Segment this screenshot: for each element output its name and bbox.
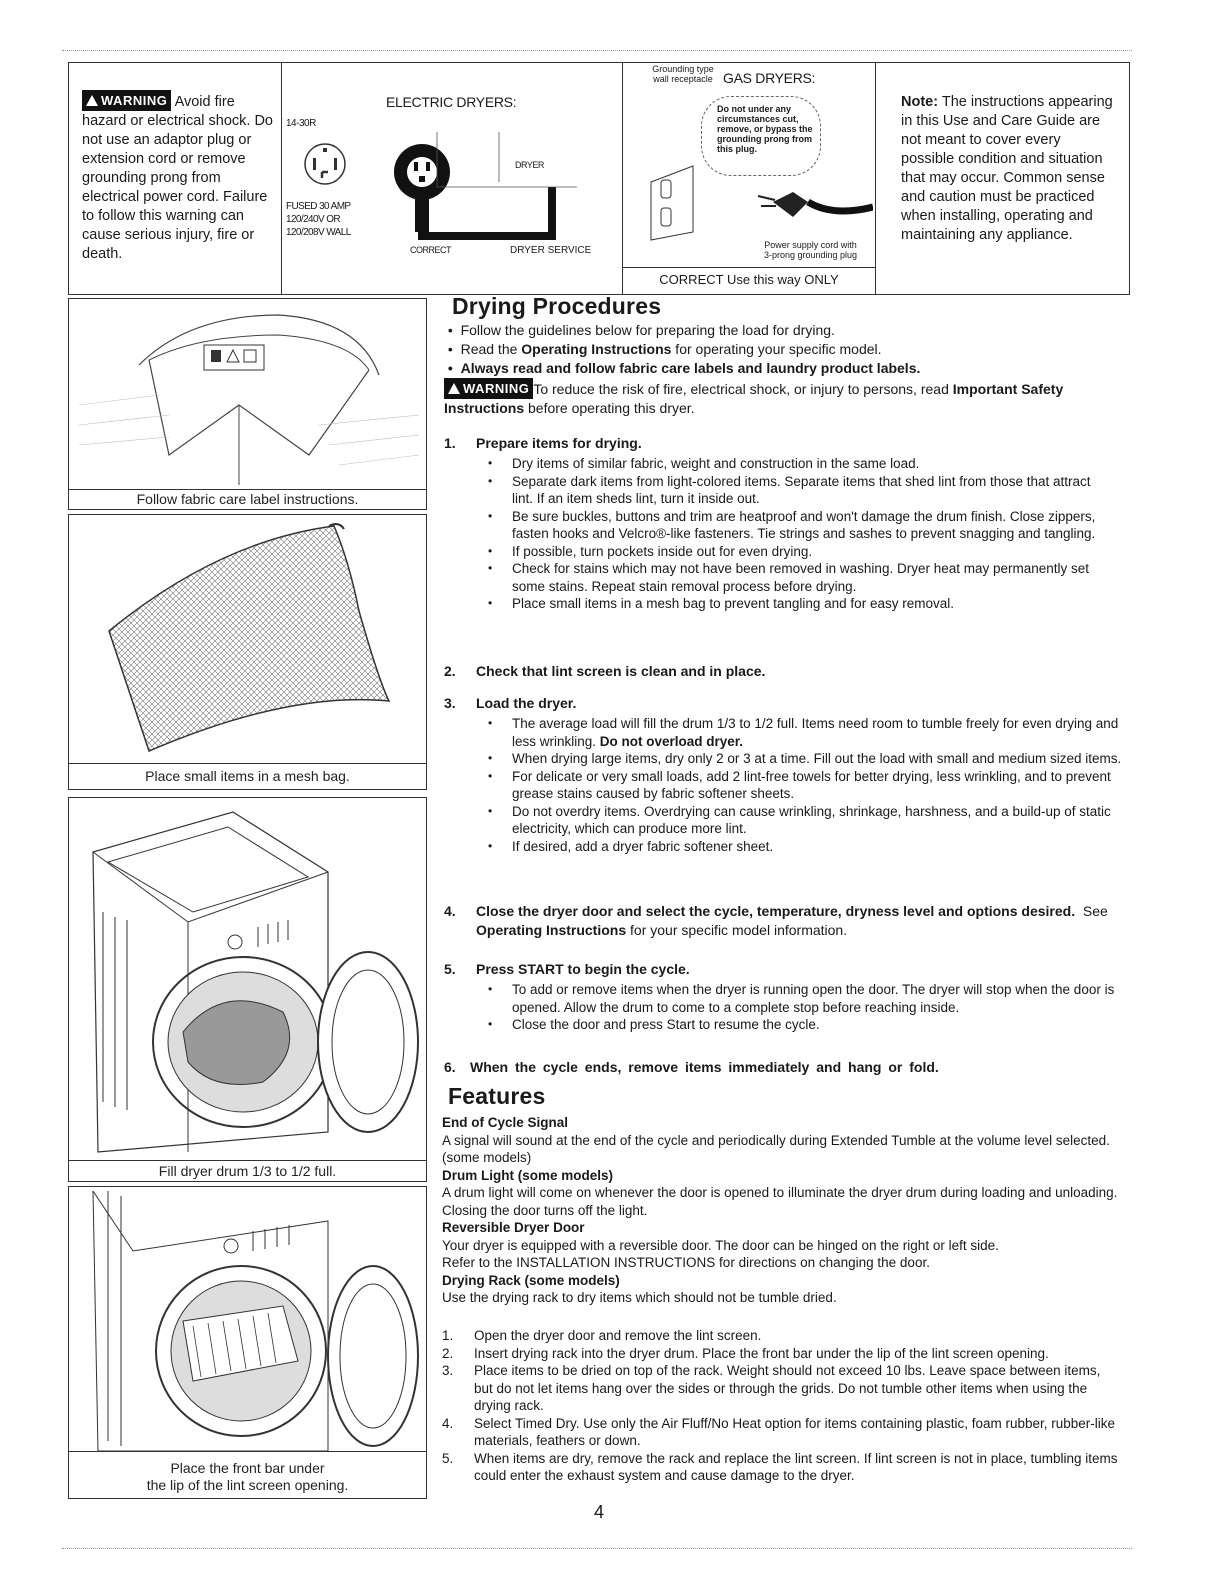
rack-step-text: Place items to be dried on top of the rack. Weight should not exceed 10 lbs. Leave space between items, but do not let items hang over the sides or through the grids. Do not tumble other items when using the drying rack. (474, 1363, 1101, 1413)
drying-intro (444, 321, 1134, 418)
features-title: Features (448, 1083, 546, 1109)
rack-step (442, 1327, 1122, 1345)
outlet-14-30r-icon (300, 134, 350, 194)
dryer-plug-diagram-icon (377, 132, 577, 242)
step-4-number: 4. (444, 903, 456, 919)
step-3-list (512, 715, 1127, 855)
voltage-2: 120/208V WALL (286, 227, 351, 238)
step-2-title: Check that lint screen is clean and in place. (476, 663, 766, 679)
intro-bullet-2: • Read the Operating Instructions for operating your specific model. (444, 341, 882, 357)
dryer-service-label: DRYER SERVICE (510, 245, 592, 256)
step-6-title: When the cycle ends, remove items immediately and hang or fold. (470, 1059, 939, 1075)
rack-steps (442, 1327, 1122, 1485)
warning-lead: Avoid fire (174, 94, 235, 110)
step-5-title: Press START to begin the cycle. (476, 961, 690, 977)
list-item (512, 715, 1127, 750)
list-item: • Be sure buckles, buttons and trim are heatproof and won't damage the drum finish. Close zippers, fasten hooks and Velcro®-like fasteners. Tie strings and sashes to prevent snagging and tangling. (512, 508, 1112, 543)
step-1-number: 1. (444, 435, 456, 451)
voltage-1: 120/240V OR (286, 214, 340, 225)
step-1-title: Prepare items for drying. (476, 435, 642, 451)
warning-triangle-icon (448, 383, 460, 394)
rack-step-text: Select Timed Dry. Use only the Air Fluff/No Heat option for items containing plastic, foam rubber, rubber-like materials, feathers or down. (474, 1415, 1116, 1448)
list-item: • Dry items of similar fabric, weight and construction in the same load. (512, 455, 1112, 473)
note-text: The instructions appearing in this Use and Care Guide are not meant to cover every possible condition and situation that may occur. Common sense and caution must be practiced when installing, operating and maintaining any appliance. (901, 94, 1113, 243)
intro-bullet-1-text: Follow the guidelines below for preparing the load for drying. (460, 322, 835, 338)
rack-step-number: 1. (442, 1328, 454, 1343)
feature-reversible-door-title: Reversible Dryer Door (442, 1220, 585, 1235)
top-rule (62, 50, 1132, 51)
feature-reversible-door-ref: Refer to the INSTALLATION INSTRUCTIONS for directions on changing the door. (442, 1255, 930, 1270)
gas-dryers-cell (623, 62, 875, 295)
list-item-text: The average load will fill the drum 1/3 to 1/2 full. Items need room to tumble freely for even drying and less wrinkling. (512, 716, 1119, 749)
intro-bullet-2-bold: Operating Instructions (521, 341, 672, 357)
warning-line (444, 378, 1134, 418)
note-cell (901, 93, 1117, 245)
caption-rule (69, 1160, 426, 1161)
list-item-bold: Do not overload dryer. (599, 733, 744, 749)
list-item: • Check for stains which may not have been removed in washing. Dryer heat may permanently set some stains. Repeat stain removal process before drying. (512, 560, 1112, 595)
gas-correct-footer: CORRECT Use this way ONLY (659, 272, 839, 287)
fused-amp: FUSED 30 AMP (286, 201, 351, 212)
warning-cell (82, 90, 274, 264)
list-item: • Do not overdry items. Overdrying can cause wrinkling, shrinkage, harshness, and a build-up of static electricity, which can produce more lint. (512, 803, 1127, 838)
rack-step-text: Insert drying rack into the dryer drum. Place the front bar under the lip of the lint screen opening. (474, 1345, 1049, 1361)
step-5-list (512, 981, 1127, 1034)
caption-front-bar: Place the front bar under (170, 1460, 325, 1476)
list-item: • For delicate or very small loads, add 2 lint-free towels for better drying, less wrinkling, and to prevent grease stains caused by fabric softener sheets. (512, 768, 1127, 803)
list-item: • Close the door and press Start to resume the cycle. (512, 1016, 1127, 1034)
warning-post: before operating this dryer. (524, 400, 695, 416)
feature-end-signal-title: End of Cycle Signal (442, 1115, 569, 1130)
grounding-callout: Do not under any circumstances cut, remove, or bypass the grounding prong from this plug. (717, 104, 813, 154)
rack-step (442, 1415, 1122, 1450)
step-3-number: 3. (444, 695, 456, 711)
step-6-number: 6. (444, 1059, 456, 1075)
step-2-number: 2. (444, 663, 456, 679)
list-item: • To add or remove items when the dryer is running open the door. The dryer will stop when the door is opened. Allow the drum to come to a complete stop before reaching inside. (512, 981, 1127, 1016)
electric-dryers-cell (282, 62, 622, 295)
gas-title: GAS DRYERS: (723, 70, 816, 86)
intro-bullet-3: • Always read and follow fabric care labels and laundry product labels. (444, 360, 921, 376)
step-4-see: See (1082, 903, 1108, 919)
shirt-figure (68, 298, 427, 510)
feature-reversible-door-text: Your dryer is equipped with a reversible door. The door can be hinged on the right or left side. (442, 1237, 999, 1253)
warning-triangle-icon (86, 95, 98, 106)
caption-fabric-care: Follow fabric care label instructions. (136, 491, 359, 507)
step-1-list (512, 455, 1112, 613)
list-item: • Place small items in a mesh bag to prevent tangling and for easy removal. (512, 595, 1112, 613)
rack-step (442, 1345, 1122, 1363)
grounding-plug-icon (643, 162, 873, 242)
features-body (442, 1114, 1122, 1307)
drying-rack-icon (73, 1191, 423, 1451)
rack-step-text: Open the dryer door and remove the lint screen. (474, 1328, 762, 1343)
step-4-text (476, 902, 1116, 940)
step-4-bold: Operating Instructions (476, 922, 627, 938)
note-label: Note: (901, 94, 939, 110)
dryer-load-figure (68, 797, 427, 1182)
warning-badge-text: WARNING (101, 93, 168, 108)
receptacle-label: Grounding type wall receptacle (652, 64, 714, 84)
rack-step-number: 4. (442, 1415, 454, 1431)
list-item: • If desired, add a dryer fabric softener sheet. (512, 838, 1127, 856)
warning-bold-1: Important (952, 381, 1018, 397)
caption-rule (69, 489, 426, 490)
rack-step-text: When items are dry, remove the rack and replace the lint screen. If lint screen is not in place, tumbling items could enter the exhaust system and cause damage to the dryer. (474, 1450, 1118, 1483)
mesh-bag-figure (68, 514, 427, 790)
dryer-label: DRYER (515, 160, 544, 170)
intro-bullet-3-text: Always read and follow fabric care labels and laundry product labels. (460, 360, 921, 376)
mesh-bag-icon (89, 521, 409, 761)
warning-badge (444, 378, 533, 399)
intro-bullet-1: • Follow the guidelines below for preparing the load for drying. (444, 322, 835, 338)
list-item: • Separate dark items from light-colored items. Separate items that shed lint from those that attract lint. If an item sheds lint, turn it inside out. (512, 473, 1112, 508)
intro-bullet-2-pre: Read the (460, 341, 522, 357)
rack-step-number: 5. (442, 1450, 454, 1466)
feature-drum-light-title: Drum Light (some models) (442, 1167, 614, 1183)
rack-step-number: 2. (442, 1345, 454, 1361)
warning-body: hazard or electrical shock. Do not use an adaptor plug or extension cord or remove grounding prong from electrical power cord. Failure to follow this warning can cause serious injury, fire or death. (82, 113, 273, 262)
caption-mesh-bag: Place small items in a mesh bag. (145, 768, 350, 784)
feature-drying-rack-title: Drying Rack (some models) (442, 1272, 620, 1288)
drying-procedures-title: Drying Procedures (452, 293, 662, 319)
step-4-title: Close the dryer door and select the cycle, temperature, dryness level and options desired. (476, 903, 1076, 919)
dryer-open-door-icon (73, 802, 423, 1157)
page-number: 4 (594, 1502, 605, 1522)
intro-bullet-2-post: for operating your specific model. (671, 341, 882, 357)
caption-rule (69, 763, 426, 764)
drying-rack-figure (68, 1186, 427, 1499)
warning-badge-text: WARNING (463, 381, 530, 396)
list-item: • When drying large items, dry only 2 or 3 at a time. Fill out the load with small and medium sized items. (512, 750, 1127, 768)
step-4-post: for your specific model information. (626, 922, 848, 938)
power-cord-label: Power supply cord with 3-prong grounding plug (763, 240, 858, 260)
feature-drying-rack-text: Use the drying rack to dry items which should not be tumble dried. (442, 1290, 837, 1305)
electric-title: ELECTRIC DRYERS: (386, 94, 517, 110)
feature-end-signal-text: A signal will sound at the end of the cycle and periodically during Extended Tumble at the volume level selected. (some models) (442, 1132, 1110, 1165)
list-item: • If possible, turn pockets inside out for even drying. (512, 543, 1112, 561)
feature-drum-light-text: A drum light will come on whenever the door is opened to illuminate the dryer drum during loading and unloading. Closing the door turns off the light. (442, 1185, 1118, 1218)
warning-bold-2: Safety Instructions (444, 381, 1064, 416)
caption-rule (69, 1451, 426, 1452)
correct-label: CORRECT (410, 245, 451, 255)
step-3-title: Load the dryer. (476, 695, 577, 711)
caption-fill-drum: Fill dryer drum 1/3 to 1/2 full. (158, 1163, 337, 1179)
step-5-number: 5. (444, 961, 456, 977)
rack-step-number: 3. (442, 1363, 454, 1378)
table-divider (875, 62, 876, 295)
rack-step (442, 1450, 1122, 1485)
caption-lint-lip: the lip of the lint screen opening. (146, 1477, 349, 1493)
outlet-model: 14-30R (286, 118, 316, 129)
warning-badge (82, 90, 171, 111)
bottom-rule (62, 1548, 1132, 1549)
shirt-collar-icon (79, 305, 419, 485)
rack-step (442, 1362, 1122, 1415)
gas-footer-rule (623, 267, 875, 268)
warning-text: To reduce the risk of fire, electrical shock, or injury to persons, read (533, 381, 953, 397)
